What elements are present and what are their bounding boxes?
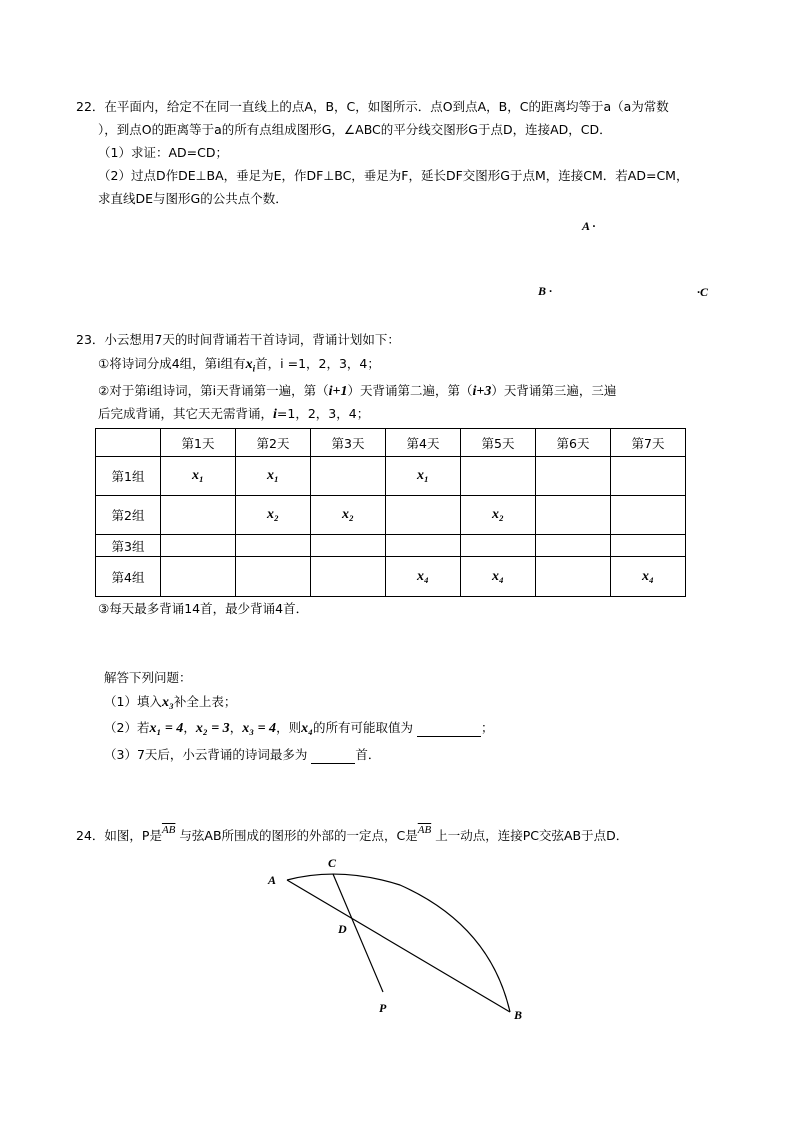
q22-line2: ），到点O的距离等于a的所有点组成图形G，∠ABC的平分线交图形G于点D，连接AD，CD． [98, 122, 612, 137]
q22-part1: （1）求证：AD=CD； [98, 145, 228, 160]
q22-part2-cont: 求直线DE与图形G的公共点个数． [98, 191, 288, 206]
label-p: P [379, 1001, 387, 1015]
q23-rule3: ③每天最多背诵14首，最少背诵4首． [98, 601, 309, 616]
q22-point-a: A · [582, 219, 596, 233]
table-header: 第5天 [461, 429, 536, 457]
table-cell: x₄ [386, 557, 461, 597]
q23-rule2: ②对于第i组诗词，第i天背诵第一遍，第（i+1）天背诵第二遍，第（i+3）天背诵第三遍，三遍 [98, 383, 617, 399]
q23-rule2-cont: 后完成背诵，其它天无需背诵，i=1，2，3，4； [98, 406, 370, 422]
label-a: A [268, 873, 277, 887]
table-header: 第6天 [536, 429, 611, 457]
q23-part1: （1）填入x₃补全上表； [104, 694, 237, 710]
table-cell: x₄ [461, 557, 536, 597]
q23-line1: 23．小云想用7天的时间背诵若干首诗词，背诵计划如下： [76, 332, 400, 347]
table-header: 第2天 [236, 429, 311, 457]
q23-part3: （3）7天后，小云背诵的诗词最多为 首． [104, 747, 381, 762]
label-b: B [514, 1008, 523, 1022]
table-header: 第3天 [311, 429, 386, 457]
table-cell: x₁ [386, 457, 461, 496]
q23-ask: 解答下列问题： [104, 670, 192, 685]
label-c: C [328, 856, 337, 870]
table-cell: x₄ [611, 557, 686, 597]
table-cell: 第1组 [96, 457, 161, 496]
q23-part2: （2）若x₁ = 4，x₂ = 3，x₃ = 4，则x₄的所有可能取值为 ； [104, 720, 494, 736]
q22-line1: 22．在平面内，给定不在同一直线上的点A，B，C，如图所示．点O到点A，B，C的距离均等于a（a为常数 [76, 99, 669, 114]
table-cell: 第4组 [96, 557, 161, 597]
arc-ab [287, 874, 510, 1012]
q23-rule1: ①将诗词分成4组，第i组有$x_i$首，i =1，2，3，4； [98, 356, 380, 374]
arc-ab-symbol: $\overline{AB}$ [161, 824, 176, 836]
arc-ab-symbol: $\overline{AB}$ [417, 824, 432, 836]
q22-point-b: B · [538, 284, 553, 298]
table-cell: x₂ [461, 496, 536, 535]
table-cell: x₂ [311, 496, 386, 535]
q24-line1: 24．如图，P是$\overline{AB}$ 与弦AB所围成的图形的外部的一定点，C是$\overline{AB}$ 上一动点，连接PC交弦AB于点D． [76, 824, 629, 843]
q22-point-c: ·C [697, 285, 709, 299]
table-header: 第4天 [386, 429, 461, 457]
table-header: 第1天 [161, 429, 236, 457]
q22-part2: （2）过点D作DE⊥BA，垂足为E，作DF⊥BC，垂足为F，延长DF交图形G于点M，连接CM．若AD=CM， [98, 168, 689, 183]
table-cell: x₁ [236, 457, 311, 496]
table-cell: x₁ [161, 457, 236, 496]
table-cell: 第2组 [96, 496, 161, 535]
label-d: D [338, 922, 347, 936]
table-header: 第7天 [611, 429, 686, 457]
table-cell: 第3组 [96, 535, 161, 557]
table-cell: x₂ [236, 496, 311, 535]
chord-ab [287, 880, 510, 1012]
